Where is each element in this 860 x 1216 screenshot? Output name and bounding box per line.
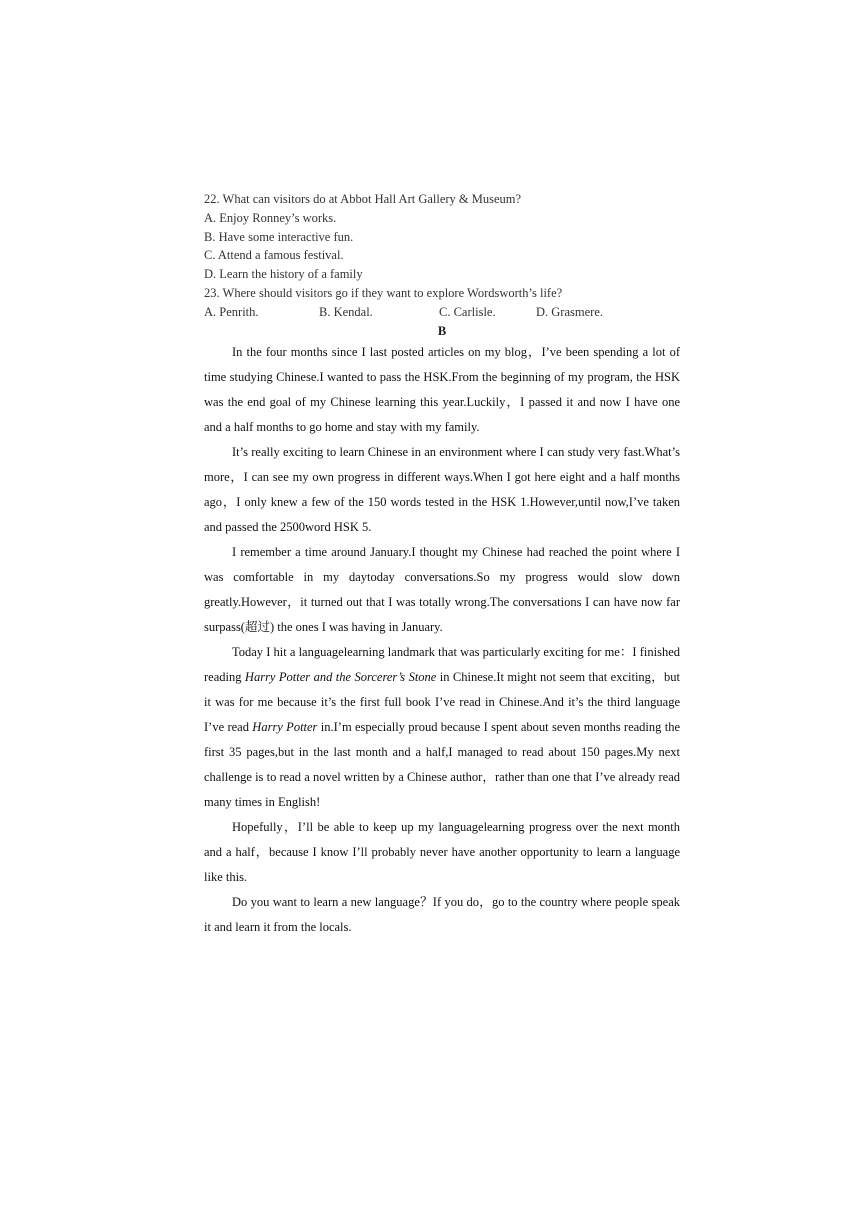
passage-paragraph-3: I remember a time around January.I thought my Chinese had reached the point where I was comfortable in my daytoday conversations.So my progress would slow down greatly.However，it turned out that I was totally wrong.The conversations I can have now far surpass(超过) the ones I was having in January. xyxy=(204,544,680,634)
question-23-option-a: A. Penrith. xyxy=(204,304,259,319)
passage-paragraph-2: It’s really exciting to learn Chinese in an environment where I can study very fast.What’s more，I can see my own progress in different ways.When I got here eight and a half months ago，I only knew a few of the 150 words tested in the HSK 1.However,until now,I’ve taken and passed the 2500word HSK 5. xyxy=(204,444,680,534)
book-title-full: Harry Potter and the Sorcerer’s Stone xyxy=(244,669,437,684)
question-23-option-c: C. Carlisle. xyxy=(439,304,496,319)
question-23-option-d: D. Grasmere. xyxy=(536,304,603,319)
passage-paragraph-4-text-e: in.I’m especially proud because I spent about seven months reading the first 35 pages,but in the last month and a half,I managed to read about 150 pages.My next challenge is to read a novel written by a Chinese author，rather than one that I’ve already read many times in English! xyxy=(204,719,680,809)
passage-paragraph-4-text-c: in Chinese.It might not seem that exciting，but it was for me because it’s the first full book I’ve read in Chinese.And it’s the third language I’ve read xyxy=(204,669,681,734)
passage-paragraph-6: Do you want to learn a new language？If you do，go to the country where people speak it and learn it from the locals. xyxy=(204,894,680,934)
question-22-stem: 22. What can visitors do at Abbot Hall Art Gallery & Museum? xyxy=(204,192,522,206)
question-22-option-b: B. Have some interactive fun. xyxy=(204,229,354,244)
question-23 xyxy=(204,284,680,322)
question-22-option-a: A. Enjoy Ronney’s works. xyxy=(204,210,337,225)
question-23-options xyxy=(204,303,680,322)
question-22-option-d: D. Learn the history of a family xyxy=(204,267,363,282)
passage-paragraph-5: Hopefully，I’ll be able to keep up my languagelearning progress over the next month and a half，because I know I’ll probably never have another opportunity to learn a language like this. xyxy=(204,819,680,884)
reading-passage xyxy=(204,340,680,940)
passage-paragraph-4-text-a: Today I hit a languagelearning landmark that was particularly exciting for me：I finished reading xyxy=(204,644,680,684)
worksheet-page xyxy=(204,190,680,940)
book-title-short: Harry Potter xyxy=(252,719,318,734)
question-22 xyxy=(204,190,680,284)
passage-paragraph-4 xyxy=(204,640,680,815)
passage-paragraph-1: In the four months since I last posted articles on my blog，I’ve been spending a lot of time studying Chinese.I wanted to pass the HSK.From the beginning of my program, the HSK was the end goal of my Chinese learning this year.Luckily，I passed it and now I have one and a half months to go home and stay with my family. xyxy=(204,344,680,434)
question-23-option-b: B. Kendal. xyxy=(319,304,373,319)
question-23-stem: 23. Where should visitors go if they want to explore Wordsworth’s life? xyxy=(204,285,563,300)
question-22-option-c: C. Attend a famous festival. xyxy=(204,248,344,263)
section-heading: B xyxy=(437,323,447,338)
